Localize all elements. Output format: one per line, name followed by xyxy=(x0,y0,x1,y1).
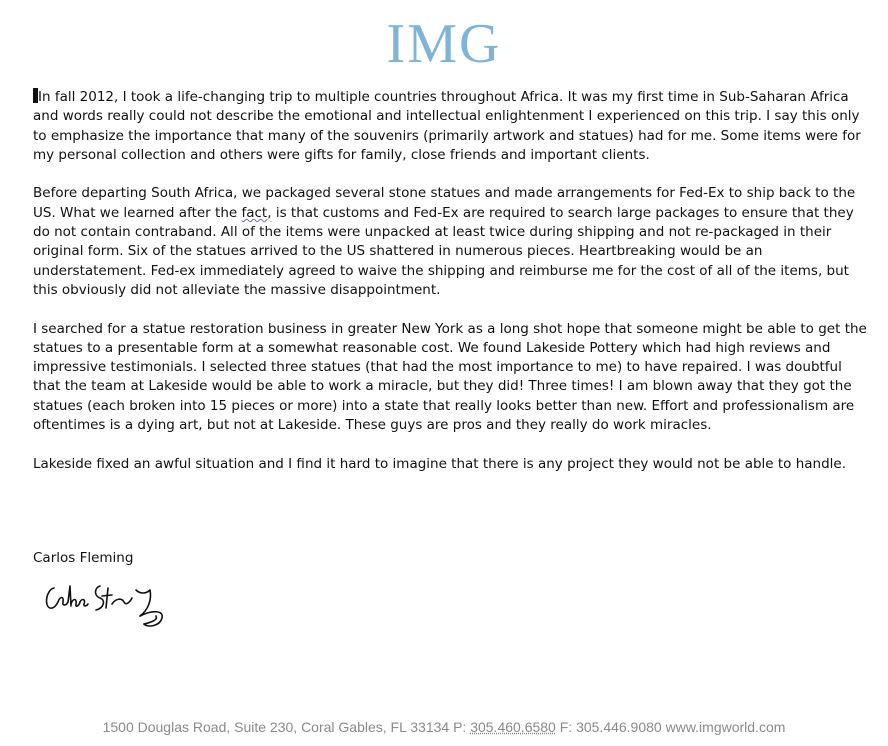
spellcheck-flagged-word: fact, xyxy=(241,204,272,221)
paragraph-2-text-a: Before departing South Africa, we packaged several stone statues and made arrangements for Fed-Ex to ship back to the US. What we learned after the xyxy=(33,185,856,221)
paragraph-2 xyxy=(33,184,873,300)
footer-fax-web: F: 305.446.9080 www.imgworld.com xyxy=(555,719,786,735)
paragraph-1 xyxy=(33,88,873,165)
letter-body xyxy=(33,88,873,493)
letter-footer xyxy=(0,719,888,735)
img-logo: IMG xyxy=(386,13,502,75)
paragraph-3: I searched for a statue restoration business in greater New York as a long shot hope that someone might be able to get the statues to a presentable form at a somewhat reasonable cost. We found Lakeside Pottery which had high reviews and impressive testimonials. I selected three statues (that had the most importance to me) to have repaired. I was doubtful that the team at Lakeside would be able to work a miracle, but they did! Three times! I am blown away that they got the statues (each broken into 15 pieces or more) into a state that really looks better than new. Effort and professionalism are oftentimes is a dying art, but not at Lakeside. These guys are pros and they really do work miracles. xyxy=(33,320,867,434)
footer-phone: 305.460.6580 xyxy=(470,719,556,735)
paragraph-4: Lakeside fixed an awful situation and I find it hard to imagine that there is any project they would not be able to handle. xyxy=(33,455,847,472)
paragraph-2-text-b: is that customs and Fed-Ex are required to search large packages to ensure that they do not contain contraband. All of the items were unpacked at least twice during shipping and not re-packaged in their original form. Six of the statues arrived to the US shattered in numerous pieces. Heartbreaking would be an understatement. Fed-ex immediately agreed to waive the shipping and reimburse me for the cost of all of the items, but this obviously did not alleviate the massive disappointment. xyxy=(33,204,854,298)
signer-name: Carlos Fleming xyxy=(33,550,134,566)
footer-address: 1500 Douglas Road, Suite 230, Coral Gables, FL 33134 P: xyxy=(102,719,471,735)
handwritten-signature xyxy=(40,580,170,636)
paragraph-1-text: In fall 2012, I took a life-changing trip to multiple countries throughout Africa. It was my first time in Sub-Saharan Africa and words really could not describe the emotional and intellectual enlightenment I experienced on this trip. I say this only to emphasize the importance that many of the souvenirs (primarily artwork and statues) had for me. Some items were for my personal collection and others were gifts for family, close friends and important clients. xyxy=(33,89,861,163)
